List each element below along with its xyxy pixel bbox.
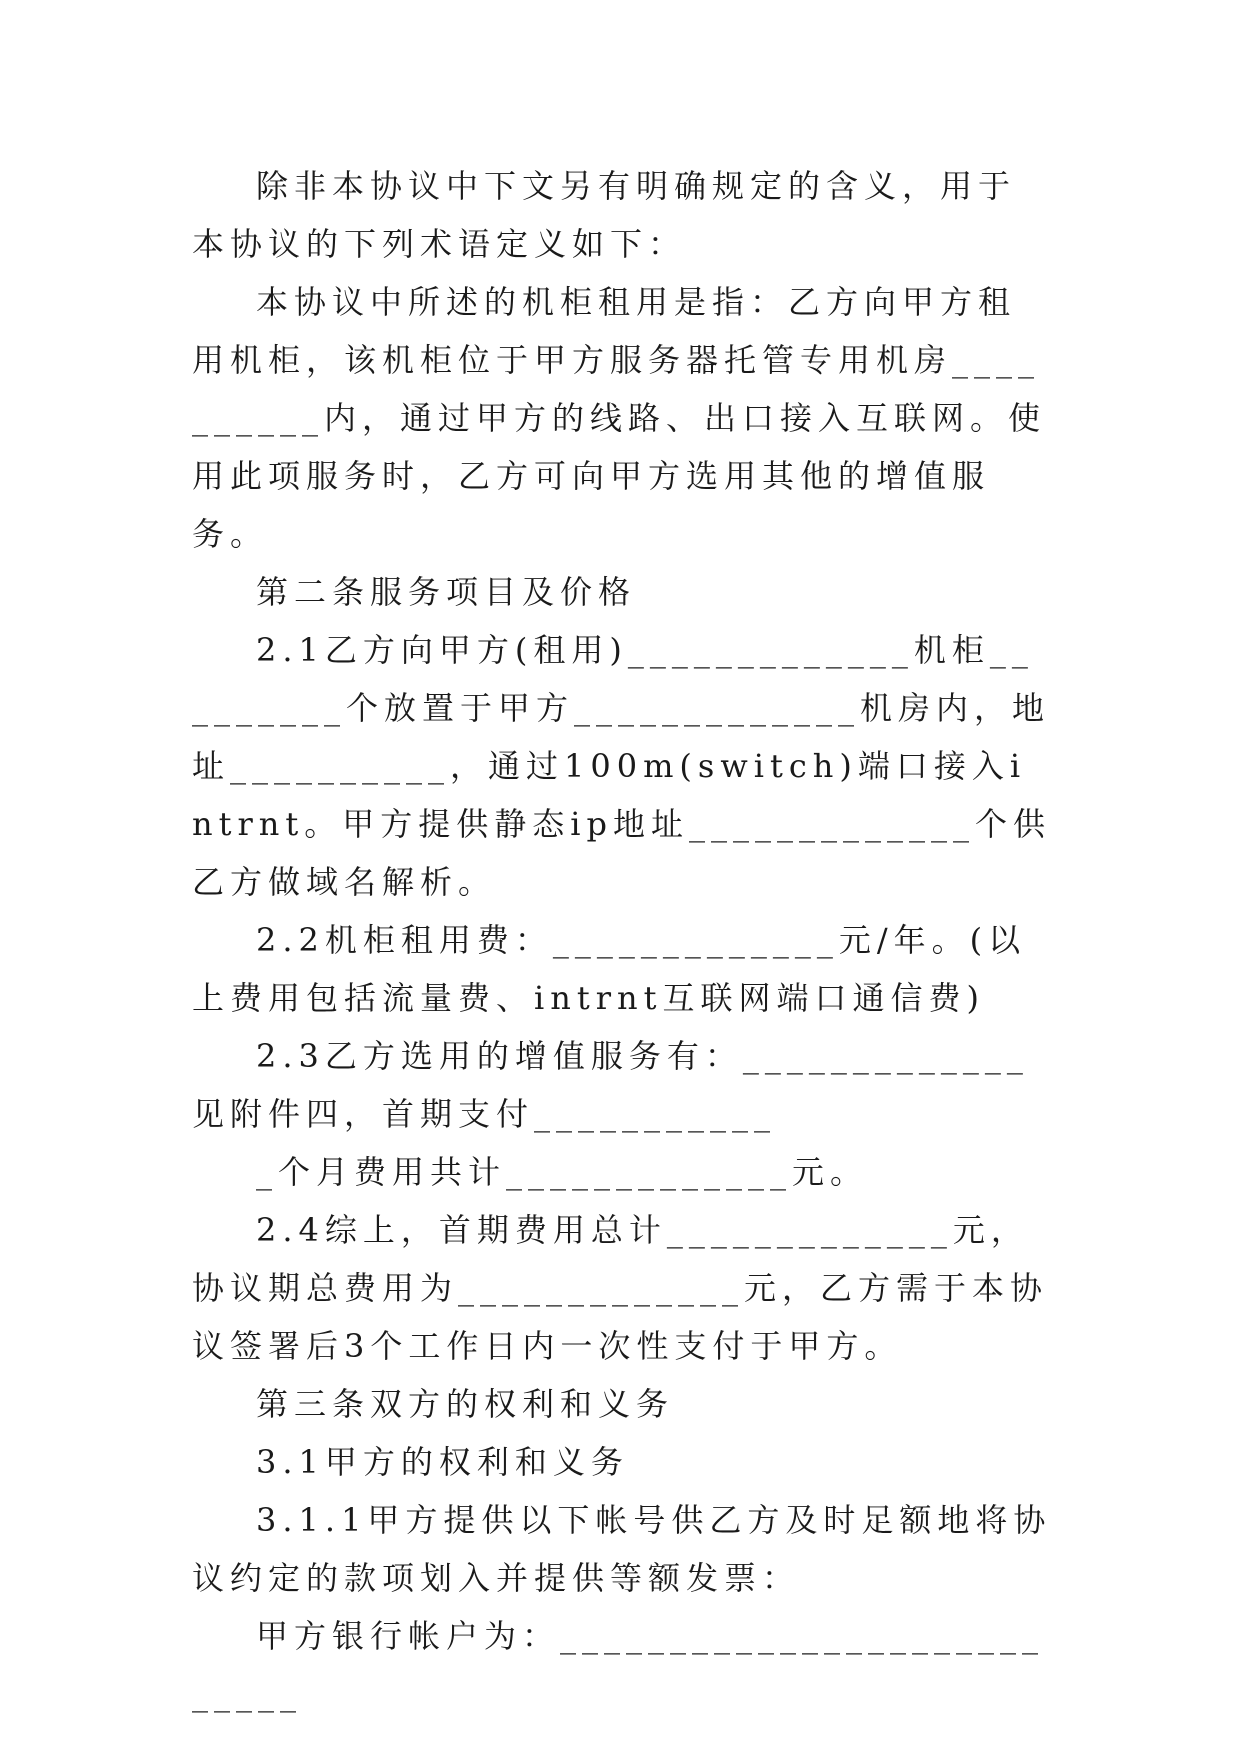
clause-2-2: 2.2机柜租用费：_____________元/年。(以上费用包括流量费、intrnt互联网端口通信费): [192, 921, 1027, 1017]
paragraph-cabinet-rental-definition: 本协议中所述的机柜租用是指：乙方向甲方租用机柜，该机柜位于甲方服务器托管专用机房__________内，通过甲方的线路、出口接入互联网。使用此项服务时，乙方可向甲方选用其他的增值服务。: [192, 283, 1047, 553]
paragraph-definitions-intro: 除非本协议中下文另有明确规定的含义，用于本协议的下列术语定义如下：: [192, 167, 1017, 263]
clause-3-1-1: 3.1.1甲方提供以下帐号供乙方及时足额地将协议约定的款项划入并提供等额发票：: [192, 1501, 1052, 1597]
bank-account-line: 甲方银行帐户为：___________________________: [192, 1617, 1045, 1713]
clause-2-3-continued: _个月费用共计_____________元。: [256, 1153, 869, 1191]
document-body: [192, 157, 1052, 1723]
clause-2-3: 2.3乙方选用的增值服务有：_____________见附件四，首期支付___________: [192, 1037, 1029, 1133]
section-heading-article-3: 第三条双方的权利和义务: [256, 1385, 675, 1423]
section-heading-article-2: 第二条服务项目及价格: [256, 573, 637, 611]
clause-3-1: 3.1甲方的权利和义务: [256, 1443, 629, 1481]
clause-2-1: 2.1乙方向甲方(租用)_____________机柜_________个放置于甲方_____________机房内，地址__________，通过100m(switch)端口接入intrnt。甲方提供静态ip地址_____________个供乙方做域名解析。: [192, 631, 1051, 901]
clause-2-4: 2.4综上，首期费用总计_____________元，协议期总费用为_____________元，乙方需于本协议签署后3个工作日内一次性支付于甲方。: [192, 1211, 1049, 1365]
